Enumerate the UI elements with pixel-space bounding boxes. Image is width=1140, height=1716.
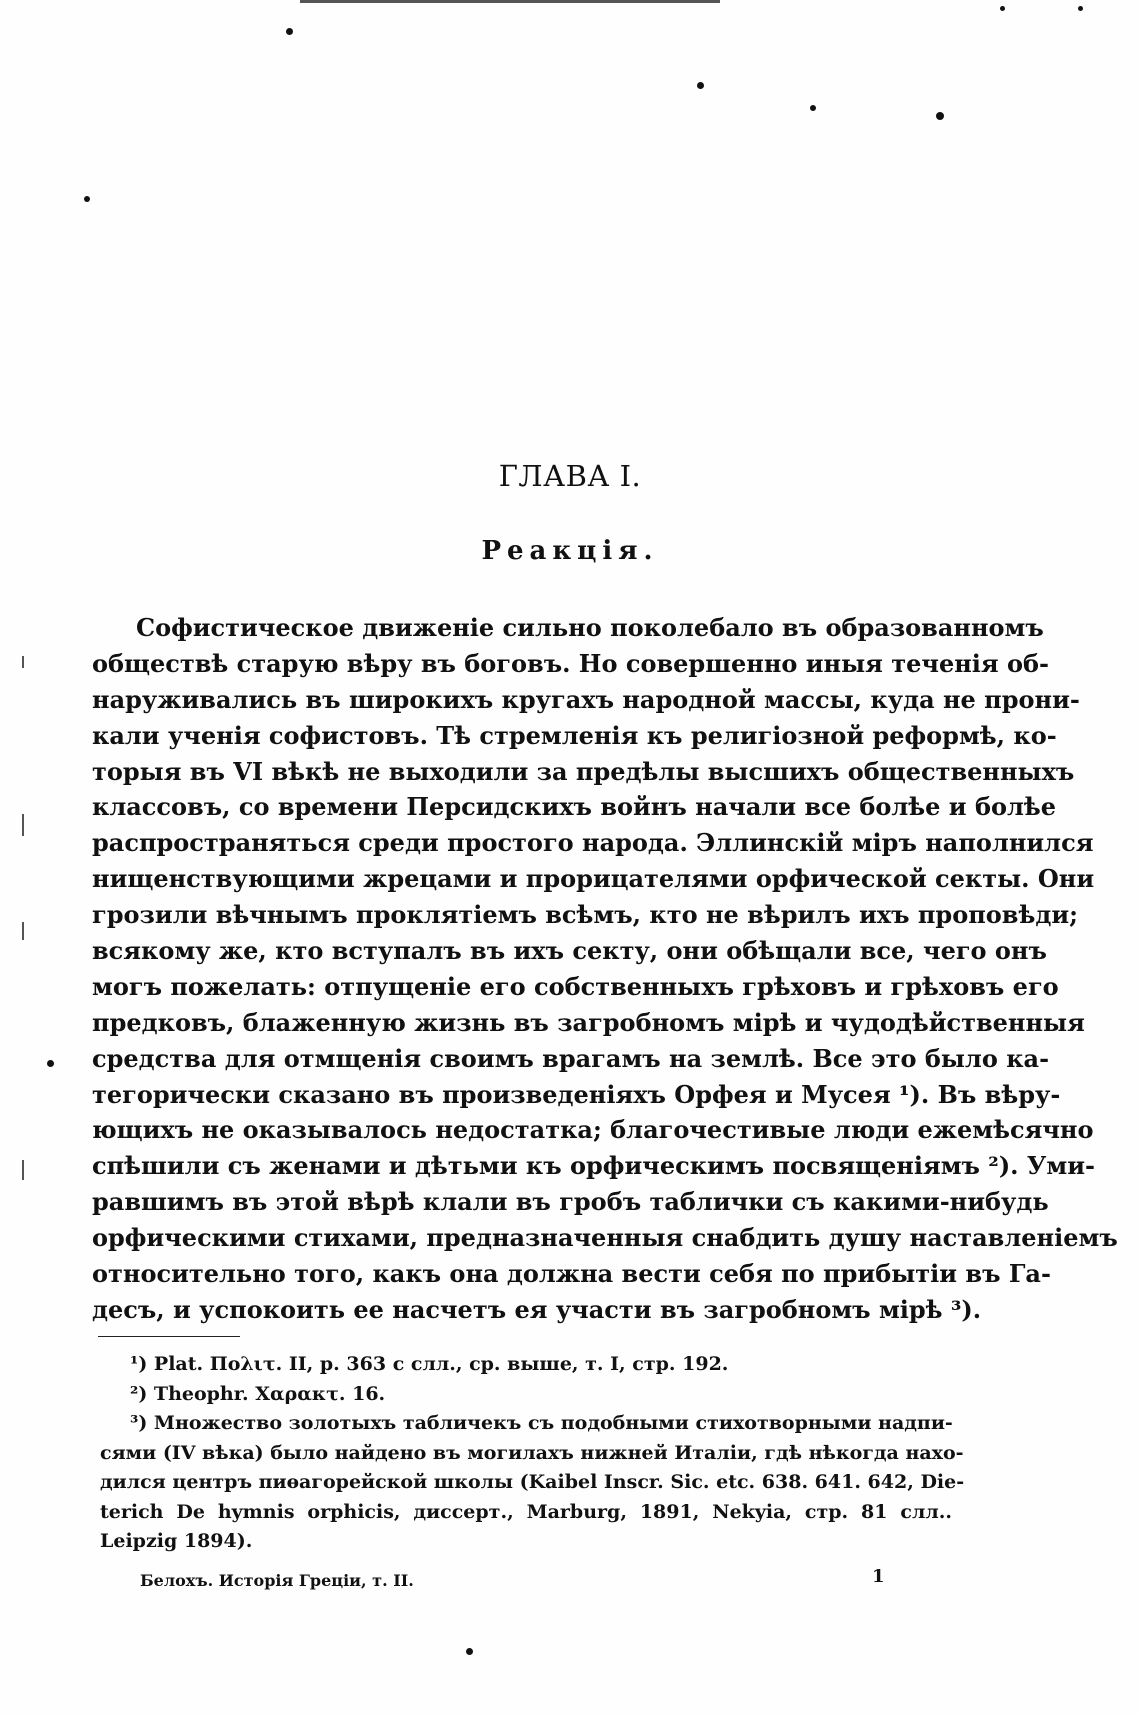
body-line: средства для отмщенія своимъ врагамъ на землѣ. Все это было ка- — [92, 1043, 1050, 1073]
body-line: равшимъ въ этой вѣрѣ клали въ гробъ таблички съ какими-нибудь — [92, 1187, 1049, 1217]
body-line: орфическими стихами, предназначенныя снабдить душу наставленіемъ — [92, 1223, 1118, 1253]
scan-mark — [22, 922, 24, 940]
footnote-3-line: Leipzig 1894). — [100, 1530, 253, 1552]
scan-speck — [84, 196, 90, 202]
body-line: распространяться среди простого народа. Эллинскій міръ наполнился — [92, 828, 1094, 858]
footnotes — [100, 1350, 965, 1557]
footnote-3-line: terich De hymnis orphicis, диссерт., Marburg, 1891, Nekyia, стр. 81 слл.. — [100, 1500, 952, 1523]
body-line: могъ пожелать: отпущеніе его собственныхъ грѣховъ и грѣховъ его — [92, 971, 1059, 1001]
body-line: торыя въ VI вѣкѣ не выходили за предѣлы высшихъ общественныхъ — [92, 756, 1075, 786]
body-line: грозили вѣчнымъ проклятіемъ всѣмъ, кто не вѣрилъ ихъ проповѣди; — [92, 900, 1078, 930]
body-line: тегорически сказано въ произведеніяхъ Орфея и Мусея ¹). Въ вѣру- — [92, 1079, 1061, 1109]
body-line: предковъ, блаженную жизнь въ загробномъ мірѣ и чудодѣйственныя — [92, 1007, 1085, 1037]
scan-speck — [1078, 6, 1083, 11]
body-line: спѣшили съ женами и дѣтьми къ орфическимъ посвященіямъ ²). Уми- — [92, 1151, 1095, 1181]
body-paragraph — [92, 610, 1118, 1328]
scan-speck — [47, 1060, 54, 1067]
scan-speck — [1000, 6, 1005, 11]
scan-mark — [22, 1160, 24, 1180]
body-line: Софистическое движеніе сильно поколебало въ образованномъ — [136, 613, 1044, 642]
scan-mark — [22, 814, 24, 836]
footnote-3-line: сями (IV вѣка) было найдено въ могилахъ нижней Италіи, гдѣ нѣкогда нахо- — [100, 1441, 964, 1464]
body-line: обществѣ старую вѣру въ боговъ. Но совершенно иныя теченія об- — [92, 648, 1049, 678]
body-line: классовъ, со времени Персидскихъ войнъ начали все болѣе и болѣе — [92, 792, 1057, 822]
scan-speck — [936, 112, 944, 120]
body-line: всякому же, кто вступалъ въ ихъ секту, они обѣщали все, чего онъ — [92, 936, 1047, 966]
footnote-1: ¹) Plat. Πολιτ. II, p. 363 с слл., ср. выше, т. I, стр. 192. — [130, 1353, 729, 1375]
sheet-number: 1 — [872, 1566, 885, 1587]
body-line: кали ученія софистовъ. Тѣ стремленія къ религіозной реформѣ, ко- — [92, 720, 1057, 750]
printer-signature: Белохъ. Исторія Греціи, т. II. — [140, 1571, 414, 1590]
body-line: нищенствующими жрецами и прорицателями орфической секты. Они — [92, 864, 1095, 894]
scan-mark — [22, 656, 24, 668]
footnote-3-line: ³) Множество золотыхъ табличекъ съ подобными стихотворными надпи- — [130, 1412, 953, 1434]
scan-speck — [697, 82, 704, 89]
scan-speck — [286, 28, 293, 35]
scan-mark — [300, 0, 720, 3]
scan-speck — [466, 1648, 473, 1655]
footnote-2: ²) Theophr. Χαρακτ. 16. — [130, 1382, 386, 1405]
body-line: относительно того, какъ она должна вести себя по прибытіи въ Га- — [92, 1259, 1051, 1289]
footnote-rule — [98, 1336, 240, 1337]
chapter-heading: ГЛАВА I. — [498, 459, 642, 493]
chapter-subtitle: Реакція. — [481, 536, 659, 566]
footnote-3-line: дился центръ пиѳагорейской школы (Kaibel Inscr. Sic. etc. 638. 641. 642, Die- — [100, 1471, 965, 1493]
body-line: десъ, и успокоить ее насчетъ ея участи въ загробномъ мірѣ ³). — [92, 1294, 982, 1324]
body-line: наруживались въ широкихъ кругахъ народной массы, куда не прони- — [92, 684, 1080, 714]
body-line: ющихъ не оказывалось недостатка; благочестивые люди ежемѣсячно — [92, 1115, 1094, 1145]
scan-speck — [810, 105, 816, 111]
